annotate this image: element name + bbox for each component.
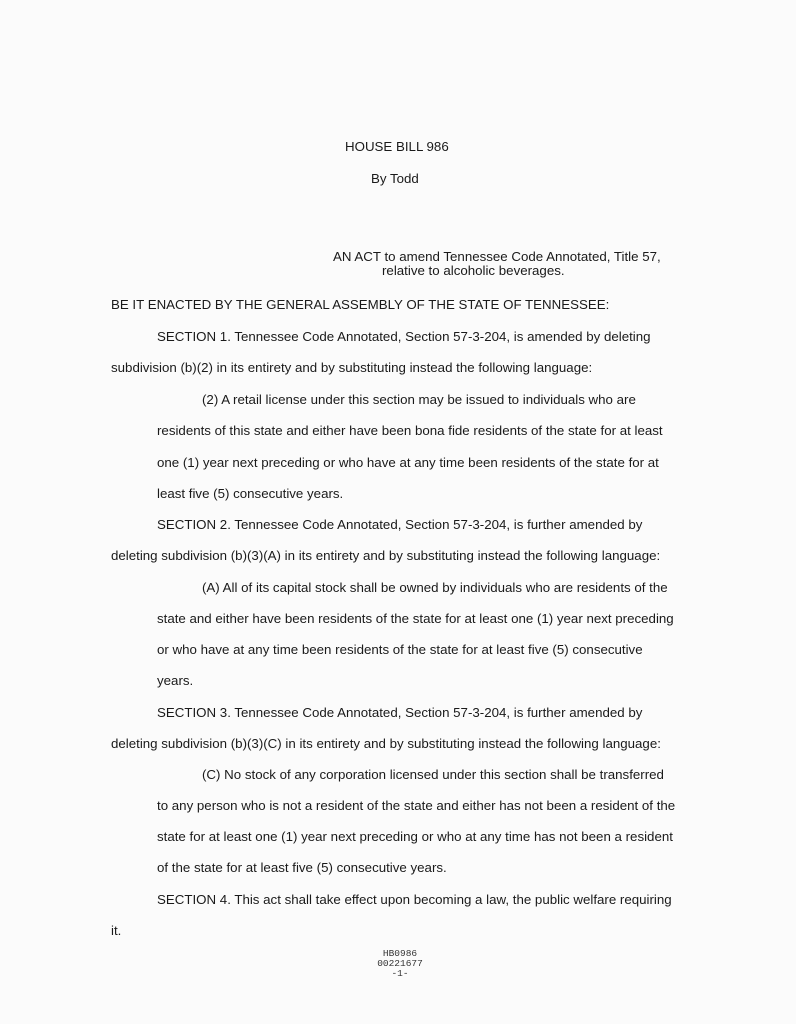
body-line: deleting subdivision (b)(3)(C) in its entirety and by substituting instead the following language:: [111, 736, 661, 751]
section-3-heading: SECTION 3. Tennessee Code Annotated, Section 57-3-204, is further amended by: [157, 705, 643, 720]
footer-page-number: -1-: [391, 968, 409, 979]
footer-doc-number: 00221677: [377, 958, 423, 969]
body-line: it.: [111, 923, 122, 938]
subsection-a: (A) All of its capital stock shall be owned by individuals who are residents of the: [202, 580, 668, 595]
body-line: or who have at any time been residents of the state for at least five (5) consecutive: [157, 642, 643, 657]
body-line: to any person who is not a resident of the state and either has not been a resident of the: [157, 798, 676, 813]
caption-line-1: AN ACT to amend Tennessee Code Annotated, Title 57,: [333, 249, 661, 264]
subsection-2: (2) A retail license under this section may be issued to individuals who are: [202, 392, 636, 407]
caption-line-2: relative to alcoholic beverages.: [382, 263, 565, 278]
body-line: deleting subdivision (b)(3)(A) in its entirety and by substituting instead the following language:: [111, 548, 661, 563]
enacting-clause: BE IT ENACTED BY THE GENERAL ASSEMBLY OF THE STATE OF TENNESSEE:: [111, 297, 610, 312]
footer-bill-code: HB0986: [382, 948, 418, 959]
section-2-heading: SECTION 2. Tennessee Code Annotated, Section 57-3-204, is further amended by: [157, 517, 643, 532]
subsection-c: (C) No stock of any corporation licensed under this section shall be transferred: [202, 767, 664, 782]
body-line: residents of this state and either have been bona fide residents of the state for at least: [157, 423, 663, 438]
sponsor: By Todd: [371, 171, 419, 186]
section-4-heading: SECTION 4. This act shall take effect upon becoming a law, the public welfare requiring: [157, 892, 672, 907]
body-line: subdivision (b)(2) in its entirety and by substituting instead the following language:: [111, 360, 593, 375]
bill-title: HOUSE BILL 986: [345, 139, 449, 154]
body-line: state for at least one (1) year next preceding or who at any time has not been a resident: [157, 829, 673, 844]
body-line: one (1) year next preceding or who have at any time been residents of the state for at: [157, 455, 659, 470]
body-line: state and either have been residents of the state for at least one (1) year next preceding: [157, 611, 674, 626]
body-line: years.: [157, 673, 194, 688]
body-line: least five (5) consecutive years.: [157, 486, 344, 501]
section-1-heading: SECTION 1. Tennessee Code Annotated, Section 57-3-204, is amended by deleting: [157, 329, 651, 344]
body-line: of the state for at least five (5) consecutive years.: [157, 860, 447, 875]
